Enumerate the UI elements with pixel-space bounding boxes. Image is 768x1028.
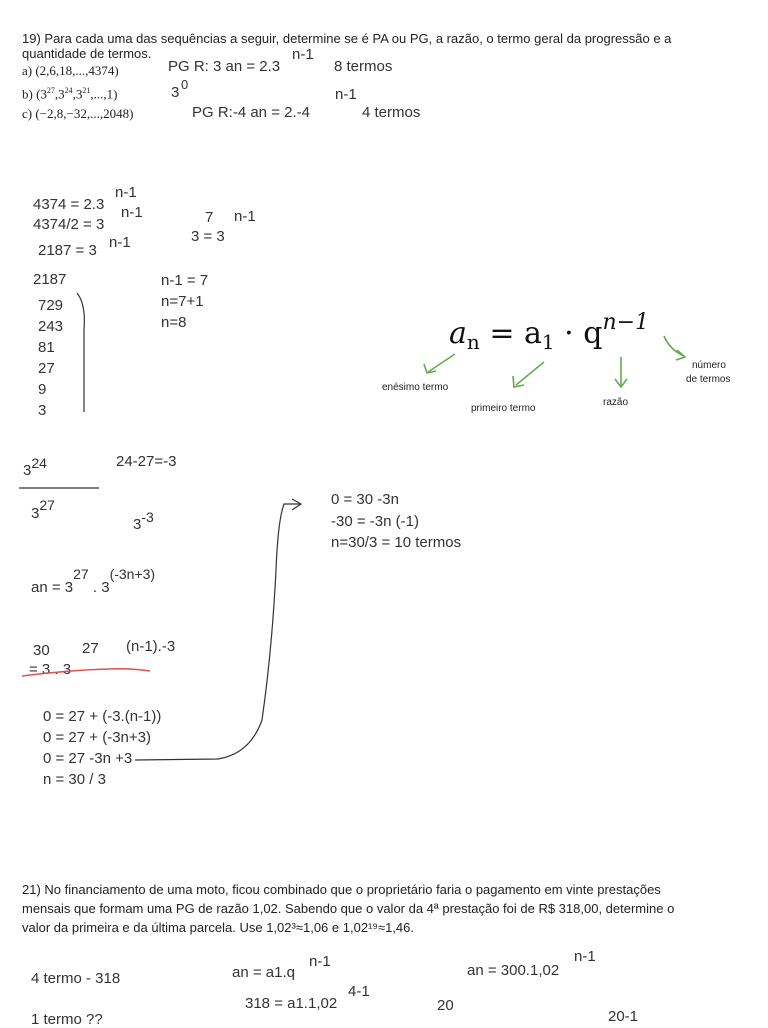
work1-right-exp-7: 7 [205,209,214,226]
q21-term4: 4 termo - 318 [31,970,121,987]
q19-item-c-terms: 4 termos [362,104,421,121]
q21-term1: 1 termo ?? [31,1011,103,1028]
q21-eq: 318 = a1.1,02 [245,995,338,1012]
work1-line-2: 4374/2 = 3 [33,216,105,233]
ratio-result: 3-3 [133,509,154,533]
term-27-exp: 27 [82,640,99,657]
work1-line-3: 2187 = 3 [38,242,97,259]
q19-item-c-answer: PG R:-4 an = 2.-4 [192,104,310,121]
q21-formula-exp: n-1 [309,953,331,970]
work1-line-1: 4374 = 2.3 [33,196,105,213]
work1-solve-3: n=8 [161,314,187,331]
work1-exp-3: n-1 [109,234,131,251]
general-term-b: an = 327 . 3(-3n+3) [31,566,156,596]
division-bracket [77,293,84,412]
solve-eq-1: 0 = 27 + (-3.(n-1)) [43,708,162,725]
term-exp-n1: (n-1).-3 [126,638,176,655]
fraction-top: 324 [23,455,47,479]
work1-solve-1: n-1 = 7 [161,272,209,289]
formula-arrows [424,336,685,387]
q21-n20: 20 [437,997,454,1014]
q19-item-b-answer-exponent: 0 [181,77,189,92]
q19-statement-line1: 19) Para cada uma das sequências a seguir, determine se é PA ou PG, a razão, o termo geral da progressão e a [22,31,672,46]
q21-statement-line1: 21) No financiamento de uma moto, ficou combinado que o proprietário faria o pagamento em vinte prestações [22,882,661,897]
right-eq-1: 0 = 30 -3n [331,491,399,508]
q19-item-a-sequence: a) (2,6,18,...,4374) [22,63,119,78]
q21-formula: an = a1.q [232,964,295,981]
exponent-subtraction: 24-27=-3 [116,453,177,470]
general-term-formula: $a_n = a_1 \cdot q^{n-1}$ [449,310,650,354]
division-value: 729 [38,297,64,314]
q19-item-b-sequence: b) $(3^{27},3^{24},3^{21},...,1)$ [22,86,118,102]
q21-statement-line3: valor da primeira e da última parcela. Use 1,02³≈1,06 e 1,02¹⁹≈1,46. [22,920,414,935]
division-value: 243 [38,318,64,335]
q21-an-exp: n-1 [574,948,596,965]
division-value: 2187 [33,271,67,288]
label-numero: número [692,360,726,371]
work1-right-line: 3 = 3 [191,228,225,245]
q19-item-b-answer: 3 [171,84,180,101]
q19-item-a-terms: 8 termos [334,58,393,75]
right-eq-3: n=30/3 = 10 termos [331,534,462,551]
work1-exp-2: n-1 [121,204,143,221]
solve-eq-2: 0 = 27 + (-3n+3) [43,729,151,746]
connector-arrow [135,504,300,760]
q19-statement-line2: quantidade de termos. [22,46,152,61]
work1-exp-1: n-1 [115,184,137,201]
fraction-bottom: 327 [31,497,55,522]
division-value: 3 [38,402,47,419]
right-eq-2: -30 = -3n (-1) [331,513,419,530]
work1-right-exp-n1: n-1 [234,208,256,225]
label-enesimo-termo: enésimo termo [382,382,449,393]
division-value: 27 [38,360,55,377]
q19-item-a-answer: PG R: 3 an = 2.3 [168,58,281,75]
q19-item-c-sequence: c) (−2,8,−32,...,2048) [22,106,134,121]
term-30: 30 [33,642,50,659]
red-underline [22,669,150,676]
q19-item-a-exponent: n-1 [292,46,314,63]
division-value: 9 [38,381,47,398]
q19-item-c-exponent: n-1 [335,86,357,103]
solve-eq-4: n = 30 / 3 [43,771,106,788]
q21-statement-line2: mensais que formam uma PG de razão 1,02. Sabendo que o valor da 4ª prestação foi de R$ 318,00, determine o [22,901,675,916]
label-primeiro-termo: primeiro termo [471,403,536,414]
q21-exp-19: 20-1 [608,1008,639,1025]
q21-eq-exp: 4-1 [348,983,370,1000]
label-razao: razão [603,397,629,408]
label-de-termos: de termos [686,374,731,385]
term-line: = 3 . 3 [29,661,72,678]
q21-an: an = 300.1,02 [467,962,560,979]
solve-eq-3: 0 = 27 -3n +3 [43,750,133,767]
work1-solve-2: n=7+1 [161,293,204,310]
division-value: 81 [38,339,55,356]
